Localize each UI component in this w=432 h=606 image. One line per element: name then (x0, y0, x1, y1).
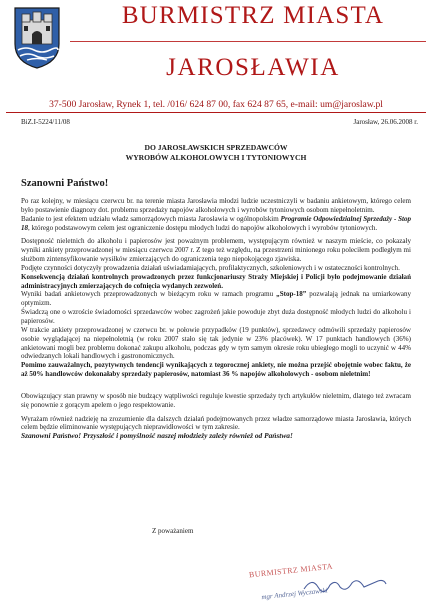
paragraph-4: Podjęte czynności dotyczyły prowadzenia działań uświadamiających, profilaktycznych, szkoleniowych i w ostateczności kontrolnych. (21, 263, 400, 272)
program-name: Programie Odpowiedzialnej Sprzedaży - Stop 18 (21, 214, 412, 232)
paragraph-6-text: Wyniki badań ankietowych przeprowadzonych w bieżącym roku w ramach programu (21, 290, 277, 299)
regards: Z poważaniem (152, 527, 194, 535)
letter-date: Jarosław, 26.06.2008 r. (353, 118, 418, 126)
addressee-line2: WYROBÓW ALKOHOLOWYCH I TYTONIOWYCH (125, 153, 307, 162)
program-short-name: „Stop-18” (276, 290, 307, 299)
handwritten-signature-icon (300, 575, 390, 595)
paragraph-6 (21, 290, 411, 308)
city-crest-icon (12, 4, 62, 70)
addressee-line1: DO JAROSŁAWSKICH SPRZEDAWCÓW (144, 143, 288, 152)
stamp-title: BURMISTRZ MIASTA (248, 561, 334, 580)
paragraph-7: Świadczą one o wzroście świadomości sprzedawców wobec zagrożeń jakie powoduje zbyt duża dostępność młodych ludzi do alkoholu i papierosów. (21, 308, 411, 325)
letterhead-contact: 37-500 Jarosław, Rynek 1, tel. /016/ 624 87 00, fax 624 87 65, e-mail: um@jaroslaw.pl (49, 99, 383, 110)
reference-number: BiZ.I-5224/11/08 (21, 118, 70, 126)
letterhead-divider (70, 41, 426, 42)
closing-line: Szanowni Państwo! Przyszłość i pomyślność naszej młodzieży zależy również od Państwa! (21, 431, 293, 441)
paragraph-11: Wyrażam również nadzieję na zrozumienie dla dalszych działań podejmowanych przez władze samorządowe miasta Jarosławia, których celem będzie eliminowanie występujących nieprawidłowości w tym zakresie. (21, 414, 411, 432)
stamp-name: mgr Andrzej Wyczawski (261, 586, 328, 602)
paragraph-6-text-end: pozwalają jednak na umiarkowany optymizm. (21, 290, 411, 308)
contact-divider (6, 112, 426, 113)
letterhead-title-line2: JAROSŁAWIA (166, 54, 340, 81)
addressee (40, 143, 392, 163)
paragraph-3: Dostępność nieletnich do alkoholu i papierosów jest poważnym problemem, występującym również w naszym mieście, co pokazały wyniki ankiety przeprowadzonej w miesiącu czerwcu 2007 r. Z tego też względu, na przestrzeni minionego roku poleciłem podległym mi służbom zintensyfikowanie wysiłków zmierzających do ograniczenia tego niepokojącego zjawiska. (21, 237, 411, 264)
salutation: Szanowni Państwo! (21, 178, 109, 189)
letter-body (21, 197, 411, 441)
paragraph-5: Konsekwencją działań kontrolnych prowadzonych przez funkcjonariuszy Straży Miejskiej i Policji było podejmowanie działań administracyjnych zmierzających do cofnięcia wydanych zezwoleń. (21, 272, 411, 290)
paragraph-2 (21, 215, 411, 233)
paragraph-1: Po raz kolejny, w miesiącu czerwcu br. na terenie miasta Jarosławia młodzi ludzie uczestniczyli w badaniu ankietowym, którego celem było postawienie diagnozy dot. problemu sprzedaży napojów alkoholowych i wyrobów tytoniowych osobom niepełnoletnim. (21, 197, 411, 214)
paragraph-9: Pomimo zauważalnych, pozytywnych tendencji wynikających z tegorocznej ankiety, nie można przejść obojętnie wobec faktu, że aż 50% handlowców dokonałaby sprzedaży papierosów, natomiast 36 % napojów alkoholowych - osobom nieletnim! (21, 361, 411, 379)
paragraph-10: Obowiązujący stan prawny w sposób nie budzący wątpliwości reguluje kwestie sprzedaży tych artykułów nieletnim, dlatego też zwracam się ponownie z gorącym apelem o jego respektowanie. (21, 391, 411, 409)
paragraph-2-text: Badanie to jest efektem udziału władz samorządowych miasta Jarosławia w ogólnopolskim (21, 214, 281, 223)
letterhead-title-line1: BURMISTRZ MIASTA (121, 2, 385, 29)
paragraph-8: W trakcie ankiety przeprowadzonej w czerwcu br. w połowie przypadków (19 punktów), sprzedawcy odmówili sprzedaży papierosów osobie wyglądającej na niepełnoletnią (w roku 2007 stało się tak jedynie w 23% placówek). W 17 punktach handlowych (36%) ankietowani mogli bez problemu dokonać zakupu alkoholu, podczas gdy w tym samym okresie roku ubiegłego mogli to uczynić w 44% odwiedzanych lokali handlowych i gastronomicznych. (21, 325, 411, 361)
paragraph-2-text-end: , którego podstawowym celem jest ograniczenie dostępu młodych ludzi do napojów alkoholowych i wyrobów tytoniowych. (28, 223, 378, 232)
